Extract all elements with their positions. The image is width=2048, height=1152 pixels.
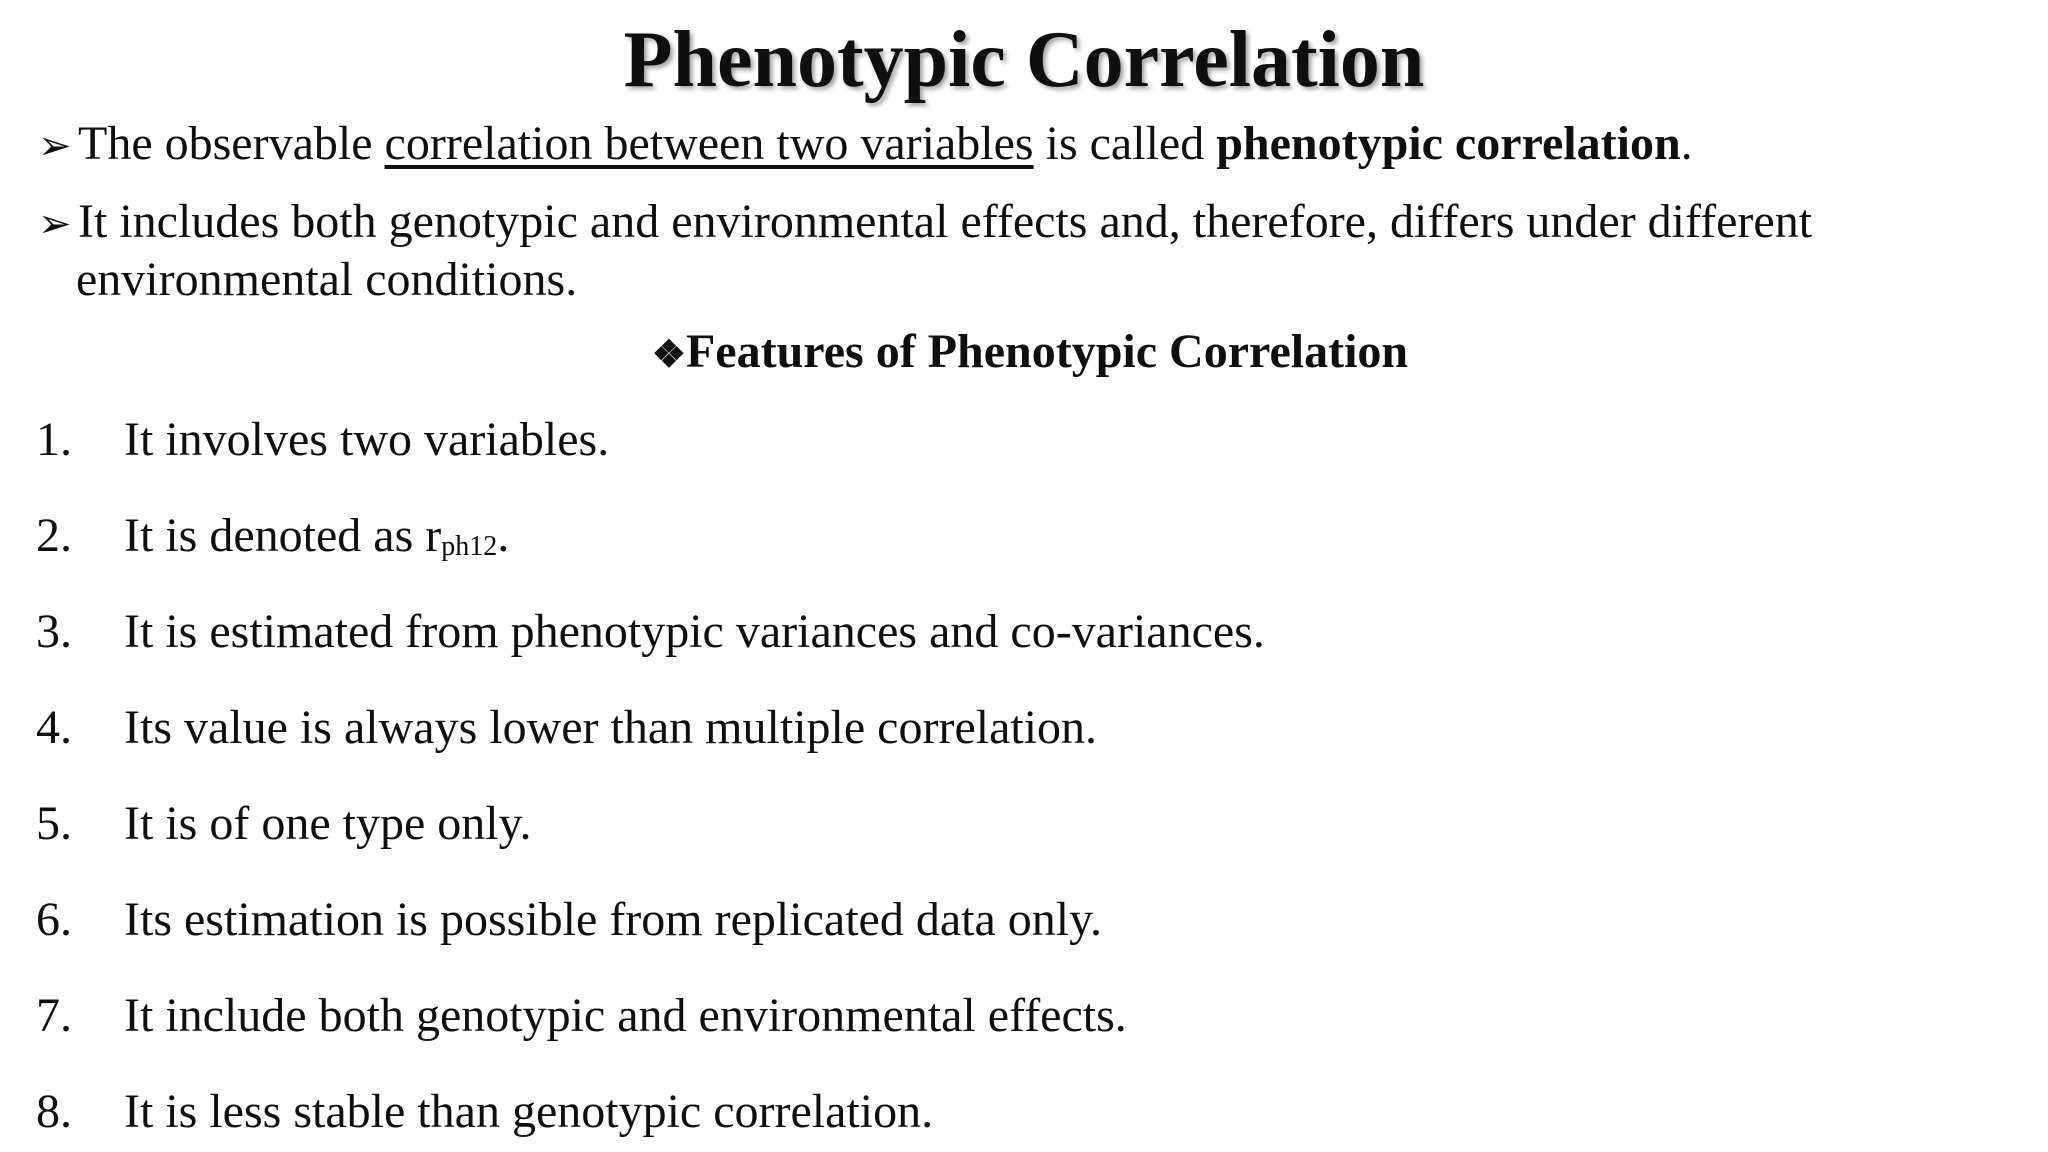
list-item <box>36 1082 1265 1152</box>
features-heading <box>0 322 2048 385</box>
definition-mid: is called <box>1033 117 1217 170</box>
list-item-text: It include both genotypic and environmental effects. <box>124 989 1127 1042</box>
definition-bold: phenotypic correlation <box>1216 117 1681 170</box>
list-item-text: It is estimated from phenotypic variances and co-variances. <box>124 605 1265 658</box>
features-heading-text: Features of Phenotypic Correlation <box>685 325 1409 378</box>
list-item-number: 1. <box>36 413 72 466</box>
list-item-text: Its value is always lower than multiple correlation. <box>124 701 1098 754</box>
diamond-bullet-icon: ❖ <box>651 334 686 376</box>
list-item <box>36 890 1265 986</box>
list-item <box>36 698 1265 794</box>
effects-line2: environmental conditions. <box>76 253 578 306</box>
definition-pre: The observable <box>78 117 385 170</box>
list-item-text-main: It is denoted as r <box>124 509 442 562</box>
list-item-text: It involves two variables. <box>124 413 610 466</box>
list-item-number: 3. <box>36 605 72 658</box>
list-item-text <box>124 506 509 602</box>
definition-underlined: correlation between two variables <box>384 117 1034 170</box>
list-item-number: 8. <box>36 1085 72 1138</box>
list-item <box>36 986 1265 1082</box>
list-item-text: It is of one type only. <box>124 797 532 850</box>
list-item-number: 7. <box>36 989 72 1042</box>
arrow-bullet-icon: ➢ <box>38 201 72 246</box>
list-item-number: 6. <box>36 893 72 946</box>
bullet-effects <box>38 194 2020 308</box>
list-item-text: Its estimation is possible from replicated data only. <box>124 893 1102 946</box>
list-item-number: 2. <box>36 509 72 562</box>
effects-line1: It includes both genotypic and environmental effects and, therefore, differs under different <box>78 195 1813 248</box>
arrow-bullet-icon: ➢ <box>38 123 72 168</box>
list-item <box>36 506 1265 602</box>
list-item-number: 4. <box>36 701 72 754</box>
definition-end: . <box>1680 117 1693 170</box>
bullet-definition <box>38 116 2020 174</box>
list-item <box>36 410 1265 506</box>
list-item-text: It is less stable than genotypic correlation. <box>124 1085 934 1138</box>
list-item-subscript: ph12 <box>441 531 498 562</box>
list-item-text-after: . <box>497 509 510 562</box>
list-item-number: 5. <box>36 797 72 850</box>
page-title: Phenotypic Correlation <box>623 16 1425 104</box>
list-item <box>36 794 1265 890</box>
features-list <box>36 410 1265 1152</box>
list-item <box>36 602 1265 698</box>
